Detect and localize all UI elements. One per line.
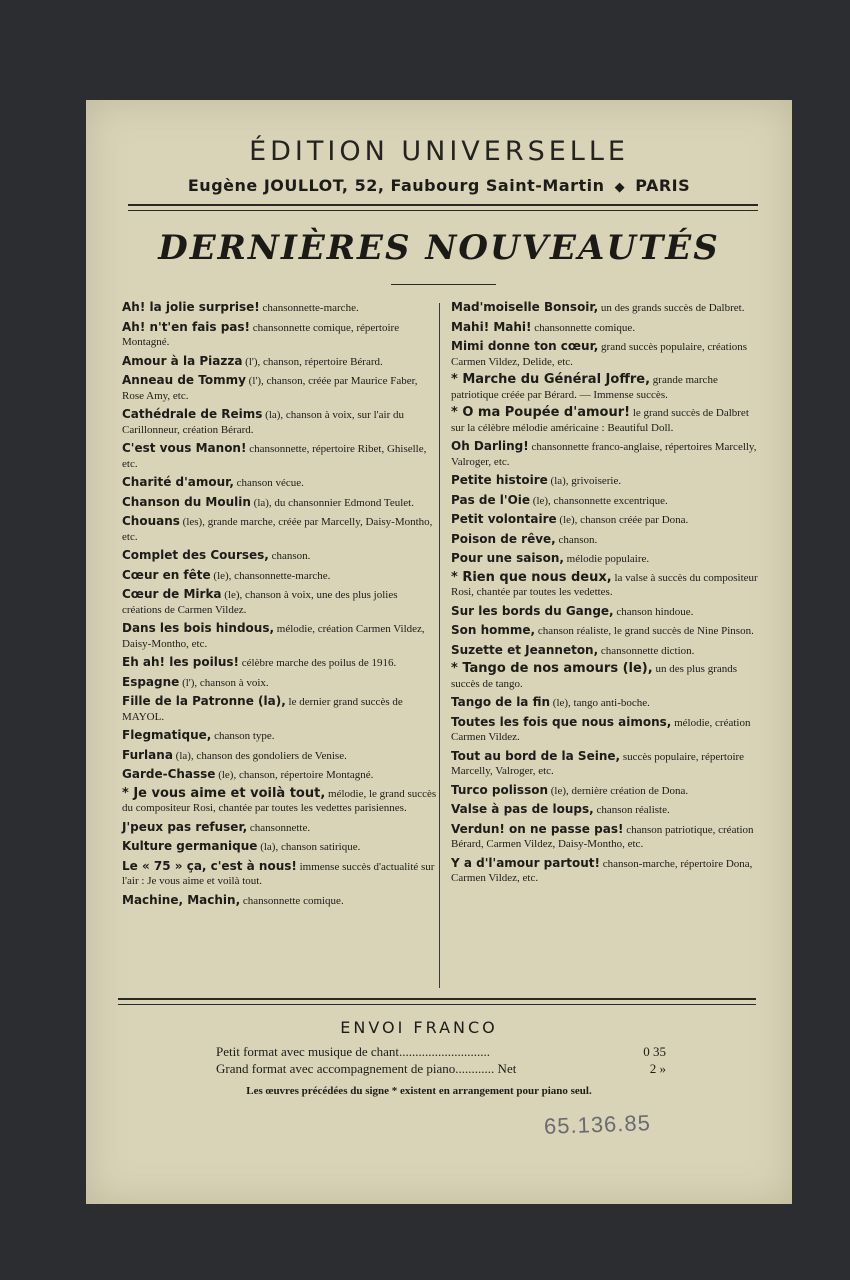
song-title: Cœur en fête: [122, 567, 211, 582]
song-title: Y a d'l'amour partout!: [451, 855, 601, 870]
song-description: grande marche patriotique créée par Bérard. — Immense succès.: [451, 374, 718, 401]
left-column: [122, 300, 438, 912]
song-title: Cœur de Mirka: [122, 587, 222, 601]
song-title: Pas de l'Oie: [451, 492, 531, 507]
song-description: immense succès d'actualité sur l'air : Je vous aime et voilà tout.: [122, 860, 435, 887]
publisher-address: [86, 176, 792, 195]
handwritten-number: 65.136.85: [543, 1110, 652, 1139]
song-description: (l'), chanson à voix.: [182, 676, 269, 689]
song-description: (la), chanson satirique.: [260, 841, 361, 853]
song-title: Turco polisson: [451, 782, 548, 797]
song-description: chanson réaliste.: [596, 804, 670, 816]
song-title: Ah! n't'en fais pas!: [122, 319, 251, 334]
list-item: [451, 822, 761, 852]
list-item: [122, 548, 438, 564]
list-item: [122, 767, 438, 783]
song-title: Pour une saison,: [451, 551, 564, 565]
list-item: [122, 675, 438, 691]
list-item: [122, 694, 438, 724]
list-item: [122, 728, 438, 744]
price-row-large: [216, 1061, 666, 1081]
list-item: [122, 320, 438, 350]
song-description: chanson patriotique, création Bérard, Carmen Vildez, Daisy-Montho, etc.: [451, 823, 754, 850]
song-description: le dernier grand succès de MAYOL.: [122, 696, 403, 723]
page-title: DERNIÈRES NOUVEAUTÉS: [158, 228, 720, 268]
list-item: [451, 512, 761, 528]
song-title: Mahi! Mahi!: [451, 319, 532, 334]
song-title: Complet des Courses,: [122, 548, 269, 562]
song-description: chansonnette comique, répertoire Montagné.: [122, 321, 400, 348]
list-item: [451, 623, 761, 639]
list-item: [451, 551, 761, 567]
publisher-title: ÉDITION UNIVERSELLE: [249, 136, 629, 167]
song-title: Chouans: [122, 514, 180, 528]
list-item: [122, 893, 438, 909]
list-item: [451, 856, 761, 886]
song-title: * Rien que nous deux,: [451, 569, 612, 585]
column-divider: [439, 303, 440, 988]
song-description: (le), chanson, répertoire Montagné.: [218, 769, 374, 781]
list-item: [122, 621, 438, 651]
song-description: chanson hindoue.: [616, 605, 694, 618]
list-item: [451, 571, 761, 600]
list-item: [122, 514, 438, 544]
song-title: Dans les bois hindous,: [122, 621, 275, 635]
price-value: 0 35: [643, 1044, 666, 1059]
song-title: * O ma Poupée d'amour!: [451, 405, 631, 420]
song-title: * Tango de nos amours (le),: [451, 661, 653, 676]
song-description: chanson type.: [214, 730, 275, 742]
footer-double-rule: [118, 998, 756, 1005]
song-title: * Marche du Général Joffre,: [451, 372, 651, 387]
list-item: [122, 441, 438, 471]
list-item: [122, 748, 438, 764]
song-description: mélodie, le grand succès du compositeur Rosi, chantée par toutes les vedettes parisiennes.: [122, 787, 437, 814]
song-description: le grand succès de Dalbret sur la célèbre mélodie américaine : Beautiful Doll.: [451, 407, 749, 434]
song-description: chansonnette comique.: [534, 321, 636, 334]
song-description: mélodie populaire.: [566, 553, 650, 565]
song-description: (la), grivoiserie.: [550, 475, 622, 487]
song-description: chanson.: [271, 550, 311, 562]
song-description: la valse à succès du compositeur Rosi, chantée par toutes les vedettes.: [451, 571, 758, 598]
song-description: un des plus grands succès de tango.: [451, 663, 738, 690]
header-double-rule: [128, 204, 758, 211]
song-description: succès populaire, répertoire Marcelly, Valroger, etc.: [451, 750, 745, 777]
list-item: [451, 532, 761, 548]
list-item: [122, 495, 438, 511]
song-title: Valse à pas de loups,: [451, 802, 594, 816]
song-description: mélodie, création Carmen Vildez, Daisy-Montho, etc.: [122, 623, 425, 650]
song-title: Tout au bord de la Seine,: [451, 748, 621, 763]
song-title: Furlana: [122, 747, 173, 762]
song-description: (le), dernière création de Dona.: [550, 784, 689, 797]
song-title: Mimi donne ton cœur,: [451, 339, 599, 353]
list-item: [122, 300, 438, 316]
song-description: (le), chanson créée par Dona.: [559, 514, 689, 526]
song-description: chanson réaliste, le grand succès de Nine Pinson.: [537, 625, 754, 637]
song-description: (le), chansonnette-marche.: [213, 569, 331, 582]
price-label: Grand format avec accompagnement de piano............ Net: [216, 1061, 517, 1076]
song-title: Garde-Chasse: [122, 767, 216, 781]
song-title: Machine, Machin,: [122, 892, 241, 907]
song-title: Espagne: [122, 674, 180, 689]
song-description: chansonnette-marche.: [262, 302, 359, 314]
song-title: Poison de rêve,: [451, 531, 556, 546]
song-description: (la), du chansonnier Edmond Teulet.: [253, 496, 414, 509]
song-description: (la), chanson à voix, sur l'air du Carillonneur, création Bérard.: [122, 409, 404, 436]
list-item: [122, 820, 438, 836]
song-title: Petit volontaire: [451, 512, 557, 526]
list-item: [451, 373, 761, 402]
list-item: [451, 802, 761, 818]
song-title: Sur les bords du Gange,: [451, 603, 614, 618]
song-title: Flegmatique,: [122, 728, 212, 742]
envoi-heading: ENVOI FRANCO: [340, 1018, 498, 1037]
list-item: [122, 373, 438, 403]
list-item: [451, 783, 761, 799]
list-item: [451, 300, 761, 316]
song-description: (les), grande marche, créée par Marcelly, Daisy-Montho, etc.: [122, 516, 433, 543]
list-item: [451, 439, 761, 469]
list-item: [122, 787, 438, 816]
catalog-sheet: [86, 100, 792, 1204]
song-description: (le), chanson à voix, une des plus jolies créations de Carmen Vildez.: [122, 589, 398, 616]
song-description: chansonnette diction.: [600, 644, 695, 657]
list-item: [451, 662, 761, 691]
list-item: [451, 604, 761, 620]
song-title: Fille de la Patronne (la),: [122, 694, 286, 708]
song-title: Ah! la jolie surprise!: [122, 300, 260, 314]
list-item: [451, 749, 761, 779]
song-title: Suzette et Jeanneton,: [451, 642, 599, 657]
list-item: [451, 493, 761, 509]
song-title: J'peux pas refuser,: [122, 819, 248, 834]
list-item: [122, 354, 438, 370]
list-item: [122, 587, 438, 617]
price-value: 2 »: [649, 1061, 666, 1076]
song-title: Mad'moiselle Bonsoir,: [451, 300, 599, 314]
song-title: Cathédrale de Reims: [122, 407, 263, 421]
song-description: chansonnette.: [249, 821, 311, 834]
song-description: chanson.: [558, 533, 598, 546]
song-description: (le), chansonnette excentrique.: [532, 494, 668, 507]
song-title: Anneau de Tommy: [122, 373, 246, 387]
song-description: grand succès populaire, créations Carmen Vildez, Delide, etc.: [451, 341, 748, 368]
song-title: Petite histoire: [451, 473, 548, 487]
song-title: Toutes les fois que nous aimons,: [451, 714, 672, 729]
diamond-separator-icon: ◆: [614, 180, 626, 195]
list-item: [122, 568, 438, 584]
song-title: Eh ah! les poilus!: [122, 655, 239, 669]
list-item: [451, 473, 761, 489]
address-city: PARIS: [635, 176, 691, 195]
song-description: (la), chanson des gondoliers de Venise.: [175, 749, 347, 762]
song-title: Charité d'amour,: [122, 475, 234, 489]
list-item: [122, 839, 438, 855]
song-title: Son homme,: [451, 623, 536, 637]
list-item: [122, 859, 438, 889]
right-column: [451, 300, 761, 890]
song-description: célèbre marche des poilus de 1916.: [241, 657, 397, 669]
price-label: Petit format avec musique de chant............................: [216, 1044, 491, 1059]
song-title: Amour à la Piazza: [122, 353, 243, 368]
title-underline: [391, 284, 496, 285]
list-item: [122, 475, 438, 491]
song-title: Le « 75 » ça, c'est à nous!: [122, 858, 297, 873]
list-item: [451, 406, 761, 435]
song-description: (l'), chanson, créée par Maurice Faber, Rose Amy, etc.: [122, 375, 418, 402]
song-description: (l'), chanson, répertoire Bérard.: [245, 355, 383, 368]
song-description: chanson vécue.: [236, 477, 304, 489]
list-item: [451, 339, 761, 369]
song-title: Kulture germanique: [122, 839, 258, 853]
address-main: Eugène JOULLOT, 52, Faubourg Saint-Martin: [187, 176, 605, 195]
song-description: (le), tango anti-boche.: [552, 697, 650, 709]
song-title: C'est vous Manon!: [122, 441, 247, 455]
list-item: [122, 655, 438, 671]
song-title: Oh Darling!: [451, 439, 529, 453]
song-description: mélodie, création Carmen Vildez.: [451, 716, 751, 743]
list-item: [451, 320, 761, 336]
song-title: Verdun! on ne passe pas!: [451, 821, 624, 836]
song-description: chansonnette, répertoire Ribet, Ghiselle, etc.: [122, 443, 427, 470]
song-description: chansonnette franco-anglaise, répertoires Marcelly, Valroger, etc.: [451, 441, 757, 468]
song-title: Tango de la fin: [451, 695, 551, 709]
list-item: [451, 643, 761, 659]
list-item: [451, 715, 761, 745]
song-description: chansonnette comique.: [242, 894, 344, 907]
song-description: chanson-marche, répertoire Dona, Carmen Vildez, etc.: [451, 857, 753, 884]
song-description: un des grands succès de Dalbret.: [600, 302, 745, 314]
asterisk-note: Les œuvres précédées du signe * existent en arrangement pour piano seul.: [246, 1085, 592, 1097]
list-item: [122, 407, 438, 437]
song-title: Chanson du Moulin: [122, 494, 251, 509]
song-title: * Je vous aime et voilà tout,: [122, 785, 326, 801]
list-item: [451, 695, 761, 711]
